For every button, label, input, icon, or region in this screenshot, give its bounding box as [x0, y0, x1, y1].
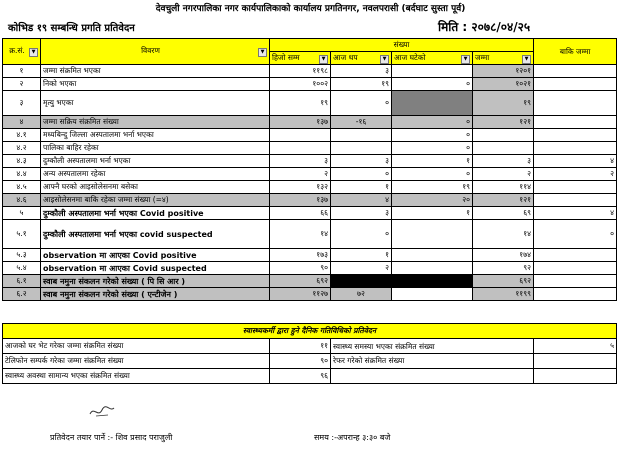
col-sn-header[interactable]: क्र.सं. ▼: [3, 39, 41, 65]
table-row: ५.३ observation मा आएका Covid positive १७३ १ १७४: [3, 249, 617, 262]
table-row: टेलिफोन सम्पर्क गरेका जम्मा संक्रमित संख्या ९० रेफर गरेको संक्रमित संख्या: [3, 354, 617, 369]
filter-dropdown-icon[interactable]: ▼: [380, 55, 389, 64]
table-row: ५.१ दुम्कौली अस्पतालमा भर्ना भएका covid suspected १४ ० १४ ०: [3, 220, 617, 249]
activities-table: [2, 323, 617, 384]
table-row: ५.४ observation मा आएका Covid suspected ९० २ ९२: [3, 262, 617, 275]
col-thap-header[interactable]: आज थप ▼: [331, 52, 392, 65]
col-desc-header[interactable]: विवरण ▼: [41, 39, 270, 65]
table-row: २ निको भएका १००२ १९ ० १०२१: [3, 78, 617, 91]
table-row: ५ दुम्कौली अस्पतालमा भर्ना भएका Covid positive ६६ ३ १ ६९ ४: [3, 207, 617, 220]
table-row: आजको घर भेट गरेका जम्मा संक्रमित संख्या ११ स्वास्थ्य समस्या भएका संक्रमित संख्या ५: [3, 339, 617, 354]
report-date: मिति : २०७८/०४/२५: [438, 20, 531, 34]
table-row: स्वास्थ्य अवस्था सामान्य भएका संक्रमित संख्या ९६: [3, 369, 617, 384]
table-row: ४ जम्मा सक्रिय संक्रमित संख्या १३७ -१६ ० १२१: [3, 116, 617, 129]
filter-dropdown-icon[interactable]: ▼: [258, 48, 267, 57]
table-row: ४.३ दुम्कौली अस्पतालमा भर्ना भएका ३ ३ १ ३ ४: [3, 155, 617, 168]
filter-dropdown-icon[interactable]: ▼: [319, 55, 328, 64]
table-row: ६.२ स्वाब नमुना संकलन गरेको संख्या ( एन्टीजेन ) ११२७ ७२ ११९९: [3, 288, 617, 301]
report-subtitle: कोभिड १९ सम्बन्धि प्रगति प्रतिवेदन: [8, 23, 135, 34]
filter-dropdown-icon[interactable]: ▼: [461, 55, 470, 64]
report-time: समय :-अपरान्ह ३:३० बजे: [314, 433, 391, 442]
col-baki-header: बाकि जम्मा: [534, 39, 617, 65]
table-row: ६.१ स्वाब नमुना संकलन गरेको संख्या ( पि सि आर ) ६९२ ६९२: [3, 275, 617, 288]
col-jamma-header[interactable]: जम्मा ▼: [473, 52, 534, 65]
table-row: ४.६ आइसोलेसनमा बाकि रहेका जम्मा संख्या (=४) १३७ ४ २० १२१: [3, 194, 617, 207]
filter-dropdown-icon[interactable]: ▼: [29, 48, 38, 57]
col-ghateko-header[interactable]: आज घटेको ▼: [392, 52, 473, 65]
table-row: ४.४ अन्य अस्पतालमा रहेका २ ० ० २ २: [3, 168, 617, 181]
activities-title: स्वास्थ्यकर्मी द्वारा हुने दैनिक गतिविधिको प्रतिवेदन: [3, 324, 617, 339]
table-row: १ जम्मा संक्रमित भएका ११९८ ३ १२०१: [3, 65, 617, 78]
col-hijo-header[interactable]: हिजो सम्म ▼: [270, 52, 331, 65]
signature: [88, 404, 118, 418]
table-row: ४.१ मध्यबिन्दु जिल्ला अस्पतालमा भर्ना भएका ०: [3, 129, 617, 142]
filter-dropdown-icon[interactable]: ▼: [522, 55, 531, 64]
col-count-header: संख्या: [270, 39, 534, 52]
table-row: ३ मृत्यु भएका १९ ० १९: [3, 91, 617, 116]
table-row: ४.५ आफ्नै घरको आइसोलेसनमा बसेका १३२ १ १९ ११४: [3, 181, 617, 194]
preparer-name: प्रतिवेदन तयार पार्ने :- शिव प्रसाद पराजुली: [50, 433, 173, 442]
report-title: देवचुली नगरपालिका नगर कार्यपालिकाको कार्यालय प्रगतिनगर, नवलपरासी (बर्दघाट सुस्ता पूर्व): [155, 4, 466, 14]
progress-table: [2, 38, 617, 301]
table-row: ४.२ पालिका बाहिर रहेका ०: [3, 142, 617, 155]
